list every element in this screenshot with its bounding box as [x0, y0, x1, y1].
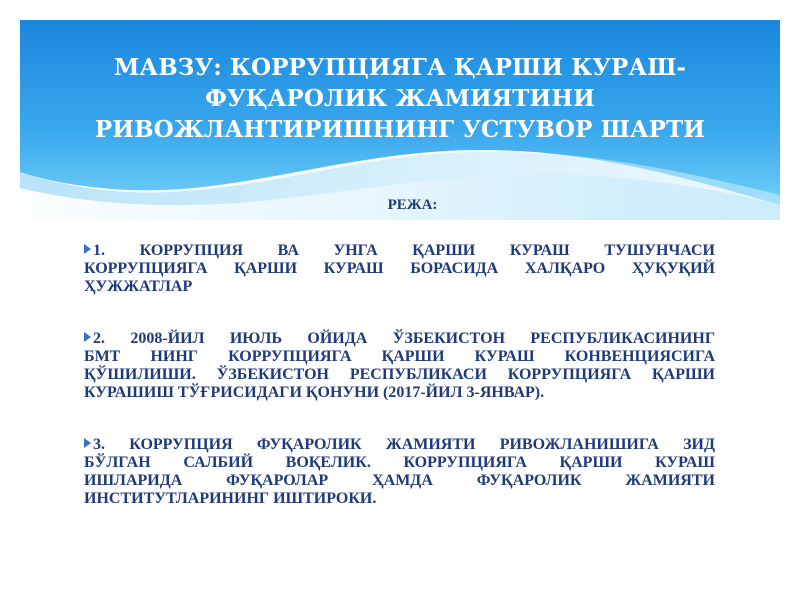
slide-title-line: РИВОЖЛАНТИРИШНИНГ УСТУВОР ШАРТИ [94, 116, 706, 143]
plan-item-line [84, 436, 715, 454]
plan-item-line [84, 330, 715, 348]
plan-item-1 [84, 242, 715, 296]
plan-item-line: ИНСТИТУТЛАРИНИНГ ИШТИРОКИ. [84, 490, 377, 507]
arrow-bullet-icon [84, 438, 91, 448]
plan-item-text: 3. КОРРУПЦИЯ ФУҚАРОЛИК ЖАМИЯТИ РИВОЖЛАНИШИГА ЗИД [93, 436, 715, 453]
plan-item-line: ҚЎШИЛИШИ. ЎЗБЕКИСТОН РЕСПУБЛИКАСИ КОРРУПЦИЯГА ҚАРШИ [84, 366, 715, 383]
slide-title-line: МАВЗУ: КОРРУПЦИЯГА ҚАРШИ КУРАШ- [113, 54, 687, 81]
plan-item-line: БЎЛГАН САЛБИЙ ВОҚЕЛИК. КОРРУПЦИЯГА ҚАРШИ КУРАШ [84, 454, 715, 471]
plan-item-2 [84, 330, 715, 402]
arrow-bullet-icon [84, 244, 91, 254]
slide-title [20, 52, 780, 145]
plan-item-line: БМТ НИНГ КОРРУПЦИЯГА ҚАРШИ КУРАШ КОНВЕНЦИЯСИГА [84, 348, 715, 365]
slide-title-line: ФУҚАРОЛИК ЖАМИЯТИНИ [205, 85, 595, 112]
plan-item-text: 1. КОРРУПЦИЯ ВА УНГА ҚАРШИ КУРАШ ТУШУНЧАСИ [93, 242, 715, 259]
plan-item-text: 2. 2008-ЙИЛ ИЮЛЬ ОЙИДА ЎЗБЕКИСТОН РЕСПУБЛИКАСИНИНГ [93, 330, 715, 347]
plan-item-line: КОРРУПЦИЯГА ҚАРШИ КУРАШ БОРАСИДА ХАЛҚАРО ҲУҚУҚИЙ [84, 260, 715, 277]
plan-item-line [84, 242, 715, 260]
arrow-bullet-icon [84, 332, 91, 342]
plan-item-line: ҲУЖЖАТЛАР [84, 278, 193, 295]
slide-body [84, 196, 715, 542]
plan-item-line: КУРАШИШ ТЎҒРИСИДАГИ ҚОНУНИ (2017-ЙИЛ 3-ЯНВАР). [84, 384, 545, 401]
plan-heading: РЕЖА: [387, 197, 438, 213]
plan-item-line: ИШЛАРИДА ФУҚАРОЛАР ҲАМДА ФУҚАРОЛИК ЖАМИЯТИ [84, 472, 715, 489]
plan-item-3 [84, 436, 715, 508]
